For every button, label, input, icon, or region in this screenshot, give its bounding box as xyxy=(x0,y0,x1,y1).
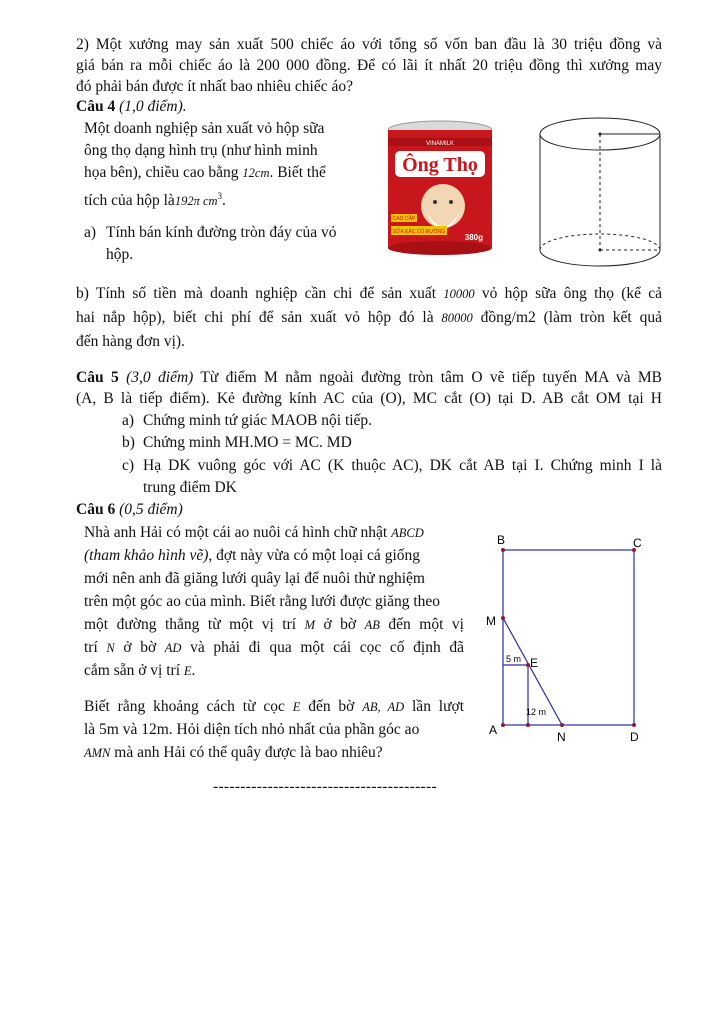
q6-n: N xyxy=(106,641,115,655)
q4-volume-exponent: 3 xyxy=(217,191,223,201)
point-e-foot xyxy=(526,723,530,727)
q4-b-text: b) Tính số tiền mà doanh nghiệp cần chi để sản xuất xyxy=(76,285,444,302)
q4-b2-text: hai nắp hộp), biết chi phí để sản xuất vỏ hộp đó là xyxy=(76,309,442,326)
q6-l7 xyxy=(84,660,195,682)
q6-l10-text: mà anh Hải có thể quây được là bao nhiêu? xyxy=(110,744,383,761)
q6-l4: trên một góc ao của mình. Biết rằng lưới được giăng theo xyxy=(84,593,441,610)
q5-a-marker: a) xyxy=(122,412,135,429)
q4-p4-end: . xyxy=(222,192,226,210)
q6-l5 xyxy=(84,614,464,636)
q3-part2-line1: 2) Một xưởng may sản xuất 500 chiếc áo với tổng số vốn ban đầu là 30 triệu đồng và xyxy=(76,36,662,53)
q5-intro-text: Từ điểm M nằm ngoài đường tròn tâm O vẽ tiếp tuyến MA và MB xyxy=(193,369,662,386)
cylinder-diagram xyxy=(528,112,672,272)
q5-c-line2: trung điểm DK xyxy=(143,479,237,496)
label-n: N xyxy=(557,730,566,744)
q4-cost: 80000 xyxy=(441,311,473,325)
q4-volume: 192π cm xyxy=(174,194,218,209)
q6-l10 xyxy=(84,742,383,764)
q6-e: E xyxy=(183,664,192,678)
q4-b2-text-end: đồng/m2 (làm tròn kết quả xyxy=(472,309,662,326)
q4-b-line3: đến hàng đơn vị). xyxy=(76,333,185,350)
q6-l8-text: Biết rằng khoảng cách từ cọc xyxy=(84,698,293,715)
can-weight: 380g xyxy=(464,233,483,242)
q6-ab-ad: AB, AD xyxy=(362,700,405,714)
label-d: D xyxy=(630,730,639,744)
q5-b-marker: b) xyxy=(122,434,135,451)
label-m: M xyxy=(486,614,496,628)
point-n xyxy=(560,723,564,727)
milk-can-image xyxy=(383,118,497,256)
label-12m: 12 m xyxy=(526,707,547,717)
q6-l6-text2: ở bờ xyxy=(114,639,165,656)
q5-b: Chứng minh MH.MO = MC. MD xyxy=(143,434,352,451)
label-e: E xyxy=(530,656,539,670)
can-name: Ông Thọ xyxy=(402,154,478,176)
q6-l1 xyxy=(84,522,424,544)
q6-l2-text: , đợt này vừa có một loại cá giống xyxy=(208,547,420,564)
q4-a-line1: Tính bán kính đường tròn đáy của vỏ xyxy=(106,224,337,241)
q5-c-marker: c) xyxy=(122,457,135,474)
can-desc: SỮA ĐẶC CÓ ĐƯỜNG xyxy=(392,229,446,235)
q5-intro-line1 xyxy=(76,367,662,388)
q6-m: M xyxy=(304,618,315,632)
q4-a-marker: a) xyxy=(84,224,97,241)
pond-diagram xyxy=(484,528,664,748)
q6-l5-text: một đường thẳng từ một vị trí xyxy=(84,616,305,633)
q6-l6 xyxy=(84,637,464,659)
q5-title: Câu 5 xyxy=(76,369,119,386)
q4-p1: Một doanh nghiệp sản xuất vỏ hộp sữa xyxy=(84,120,325,137)
q4-p4-text: tích của hộp là xyxy=(84,192,175,210)
q4-height: 12cm xyxy=(242,166,270,180)
q4-a-line2: hộp. xyxy=(106,246,134,263)
q4-p4 xyxy=(84,186,226,212)
q6-ab: AB xyxy=(364,618,380,632)
point-d xyxy=(632,723,636,727)
q6-l8 xyxy=(84,696,464,718)
q4-b-line1 xyxy=(76,283,662,305)
q4-count: 10000 xyxy=(443,287,475,301)
q4-title: Câu 4 xyxy=(76,98,116,115)
label-c: C xyxy=(633,536,642,550)
q6-heading xyxy=(76,499,183,520)
q4-p3-text: họa bên), chiều cao bằng xyxy=(84,164,243,181)
q5-a: Chứng minh tứ giác MAOB nội tiếp. xyxy=(143,412,373,429)
q3-part2-line3: đó phải bán được ít nhất bao nhiêu chiếc áo? xyxy=(76,78,353,95)
q6-l8-text3: lần lượt xyxy=(404,698,464,715)
q6-l3: mới nên anh đã giăng lưới quây lại để nuôi thử nghiệm xyxy=(84,570,425,587)
q6-l5-text3: đến một vị xyxy=(379,616,464,633)
q4-b-line2 xyxy=(76,307,662,329)
can-badge: CAO CẤP xyxy=(392,216,416,222)
q6-abcd: ABCD xyxy=(391,526,424,540)
q4-points: (1,0 điểm). xyxy=(119,98,187,115)
q6-l7-text: cắm sẵn ở vị trí xyxy=(84,662,184,679)
q5-points: (3,0 điểm) xyxy=(126,369,194,386)
label-b: B xyxy=(497,533,506,547)
q4-heading xyxy=(76,96,187,117)
q6-l2-italic: (tham khảo hình vẽ) xyxy=(84,547,209,564)
q6-l7-end: . xyxy=(191,662,196,679)
q6-points: (0,5 điểm) xyxy=(119,501,183,518)
q5-intro-line2: (A, B là tiếp điểm). Kẻ đường kính AC của (O), MC cắt (O) tại D. AB cắt OM tại H xyxy=(76,390,662,407)
point-m xyxy=(501,616,505,620)
point-b xyxy=(501,548,505,552)
q6-title: Câu 6 xyxy=(76,501,116,518)
q4-p2: ông thọ dạng hình trụ (như hình minh xyxy=(84,142,318,159)
label-5m: 5 m xyxy=(506,654,522,664)
q6-e-2: E xyxy=(292,700,301,714)
q6-l1-text: Nhà anh Hải có một cái ao nuôi cá hình chữ nhật xyxy=(84,524,392,541)
q6-l8-text2: đến bờ xyxy=(300,698,363,715)
q6-amn: AMN xyxy=(84,746,111,760)
q4-p3-text-end: . Biết thể xyxy=(269,164,326,181)
q6-l6-text: trí xyxy=(84,639,107,656)
point-a xyxy=(501,723,505,727)
q4-p3 xyxy=(84,162,326,184)
label-a: A xyxy=(489,723,498,737)
q6-l5-text2: ở bờ xyxy=(314,616,365,633)
q6-ad: AD xyxy=(164,641,182,655)
q5-c-line1: Hạ DK vuông góc với AC (K thuộc AC), DK cắt AB tại I. Chứng minh I là xyxy=(143,457,662,474)
end-separator: ----------------------------------------- xyxy=(213,778,437,795)
q6-l6-text3: và phải đi qua một cái cọc cố định đã xyxy=(181,639,464,656)
q6-l9: là 5m và 12m. Hỏi diện tích nhỏ nhất của phần góc ao xyxy=(84,721,420,738)
can-brand: VINAMILK xyxy=(425,141,455,147)
q6-l2 xyxy=(84,545,420,566)
q3-part2-line2: giá bán ra mỗi chiếc áo là 200 000 đồng. Để có lãi ít nhất 20 triệu đồng thì xưởng may xyxy=(76,57,662,74)
q4-b-text-end: vỏ hộp sữa ông thọ (kể cả xyxy=(474,285,663,302)
